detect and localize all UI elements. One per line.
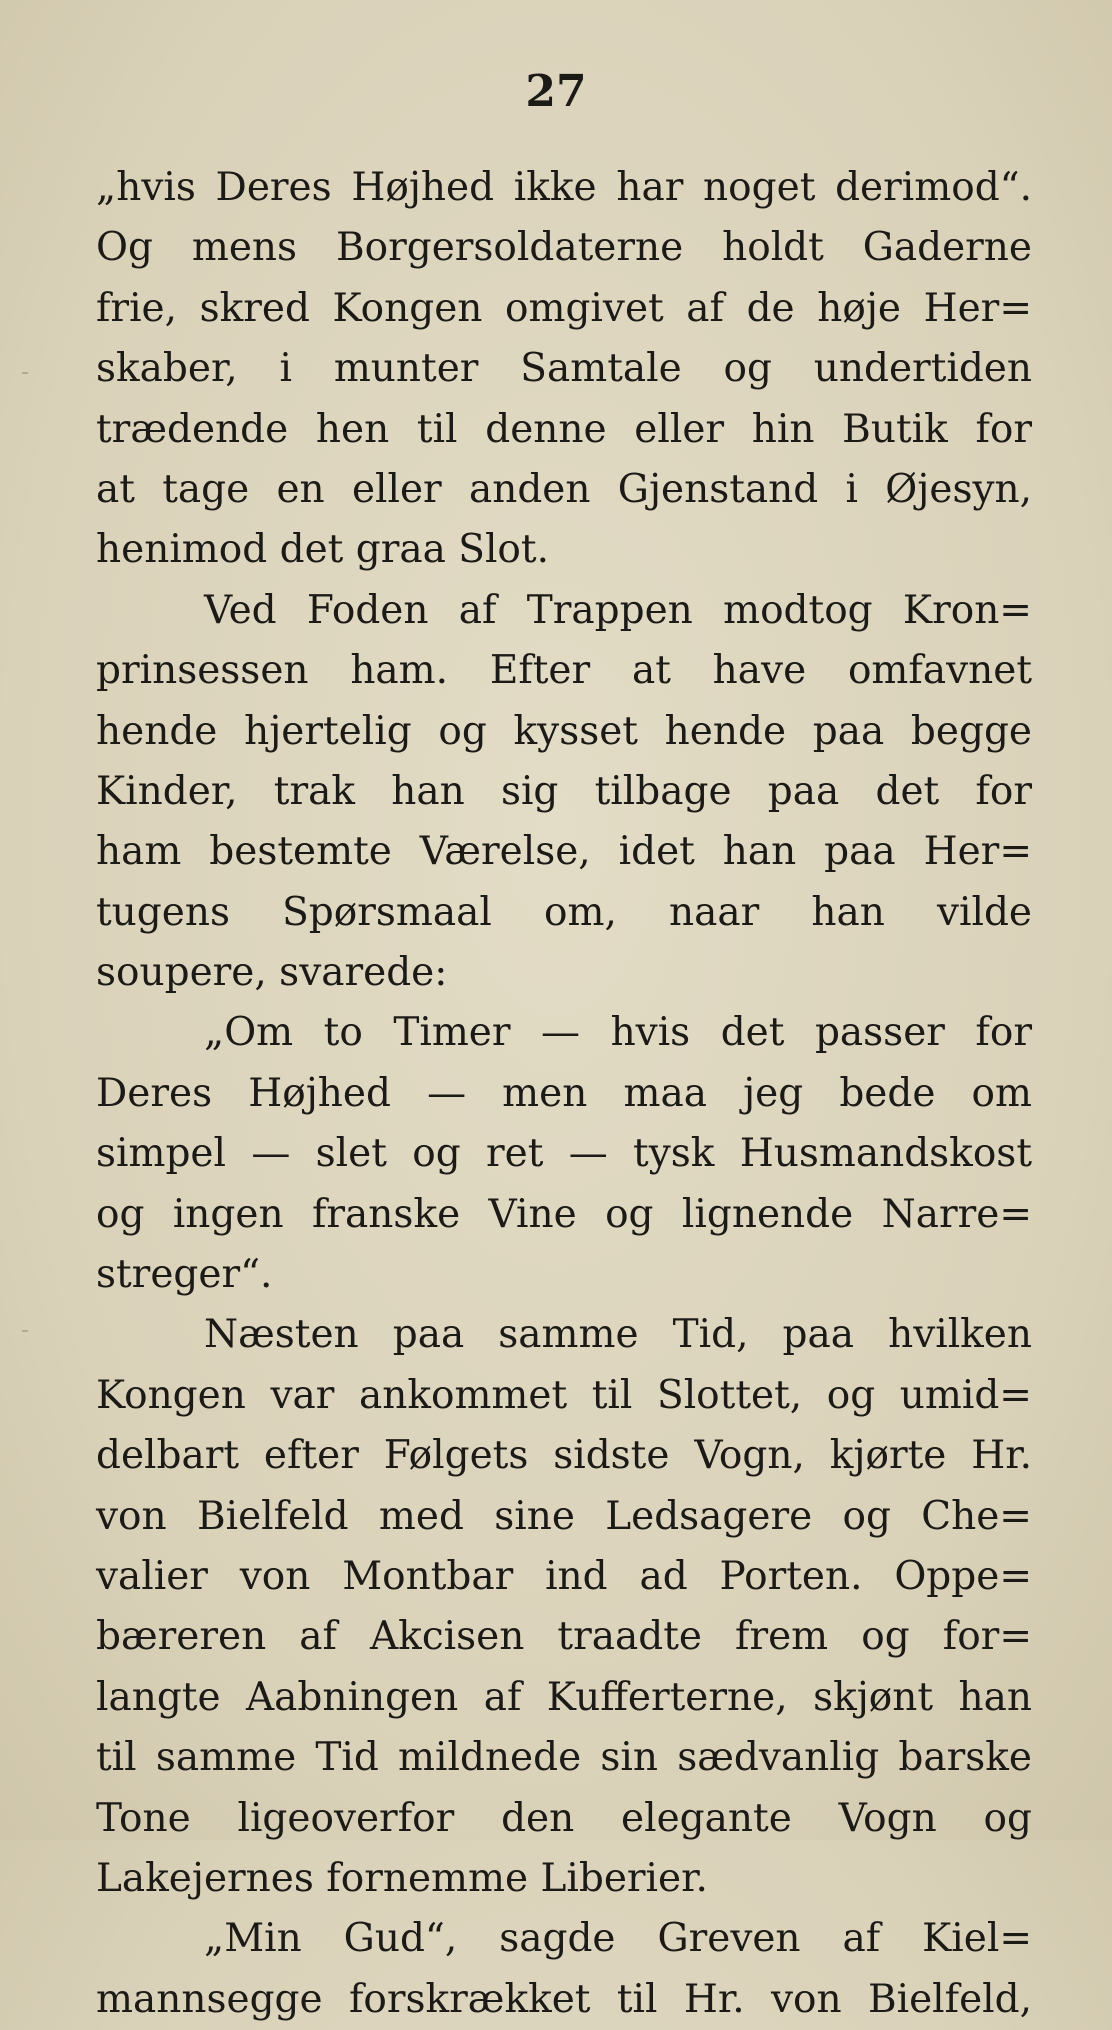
text-line: „Min Gud“, sagde Greven af Kiel= bbox=[204, 1916, 1032, 1962]
text-line: streger“. bbox=[96, 1252, 273, 1298]
page-number: 27 bbox=[525, 66, 587, 117]
text-line: at tage en eller anden Gjenstand i Øjesyn, bbox=[96, 466, 1032, 512]
text-line: Ved Foden af Trappen modtog Kron= bbox=[204, 587, 1032, 633]
text-line: langte Aabningen af Kufferterne, skjønt han bbox=[96, 1674, 1032, 1720]
text-line: soupere, svarede: bbox=[96, 950, 448, 996]
text-line: Deres Højhed — men maa jeg bede om bbox=[96, 1070, 1032, 1116]
text-line: Kongen var ankommet til Slottet, og umid= bbox=[96, 1372, 1032, 1418]
paper-speck bbox=[22, 372, 28, 374]
text-line: henimod det graa Slot. bbox=[96, 527, 549, 573]
text-line: simpel — slet og ret — tysk Husmandskost bbox=[96, 1131, 1032, 1177]
text-line: bæreren af Akcisen traadte frem og for= bbox=[96, 1614, 1032, 1660]
text-line: „Om to Timer — hvis det passer for bbox=[204, 1010, 1032, 1056]
paper-speck bbox=[22, 1330, 28, 1332]
text-line: Næsten paa samme Tid, paa hvilken bbox=[204, 1312, 1032, 1358]
text-line: frie, skred Kongen omgivet af de høje Her= bbox=[96, 285, 1032, 331]
text-line: von Bielfeld med sine Ledsagere og Che= bbox=[96, 1493, 1032, 1539]
text-line: Tone ligeoverfor den elegante Vogn og bbox=[96, 1795, 1032, 1841]
text-line: Og mens Borgersoldaterne holdt Gaderne bbox=[96, 225, 1032, 271]
text-line: mannsegge forskrækket til Hr. von Bielfeld, bbox=[96, 1976, 1032, 2022]
text-line: valier von Montbar ind ad Porten. Oppe= bbox=[96, 1553, 1032, 1599]
text-line: skaber, i munter Samtale og undertiden bbox=[96, 346, 1032, 392]
text-line: til samme Tid mildnede sin sædvanlig barske bbox=[96, 1735, 1032, 1781]
text-line: hende hjertelig og kysset hende paa begge bbox=[96, 708, 1032, 754]
text-line: trædende hen til denne eller hin Butik for bbox=[96, 406, 1032, 452]
text-line: delbart efter Følgets sidste Vogn, kjørte Hr. bbox=[96, 1433, 1032, 1479]
text-line: „hvis Deres Højhed ikke har noget derimod“. bbox=[96, 165, 1032, 210]
body-text bbox=[96, 158, 1032, 2030]
text-line: ham bestemte Værelse, idet han paa Her= bbox=[96, 829, 1032, 875]
text-line: Lakejernes fornemme Liberier. bbox=[96, 1855, 708, 1901]
text-line: tugens Spørsmaal om, naar han vilde bbox=[96, 889, 1032, 935]
text-line: og ingen franske Vine og lignende Narre= bbox=[96, 1191, 1032, 1237]
text-line: prinsessen ham. Efter at have omfavnet bbox=[96, 648, 1032, 694]
text-line: Kinder, trak han sig tilbage paa det for bbox=[96, 768, 1032, 814]
